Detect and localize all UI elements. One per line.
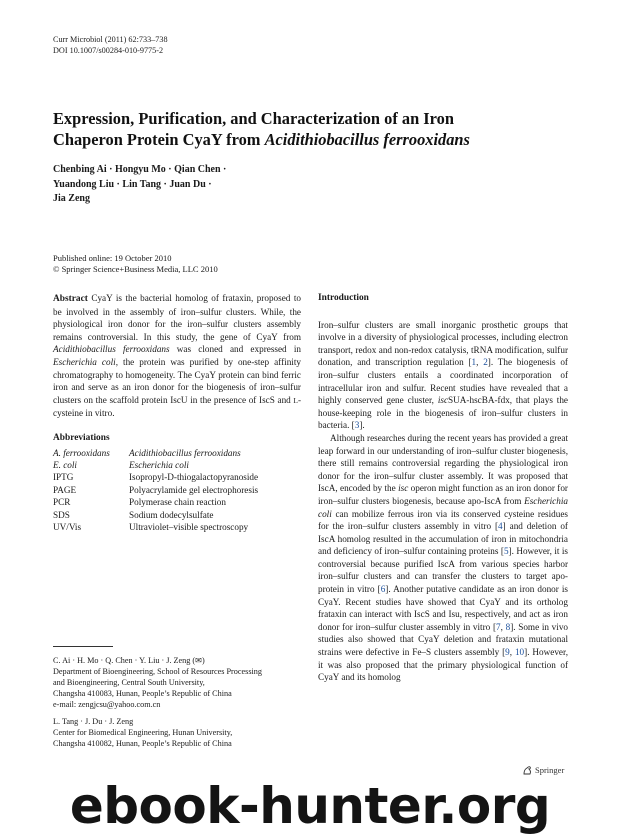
authors-line-1: Chenbing Ai · Hongyu Mo · Qian Chen · bbox=[53, 164, 227, 175]
publication-info bbox=[53, 253, 218, 275]
affiliation-1-line: Department of Bioengineering, School of Resources Processing bbox=[53, 667, 262, 676]
footnote-rule bbox=[53, 646, 113, 647]
abbreviation-value: Acidithiobacillus ferrooxidans bbox=[129, 447, 241, 458]
abbreviation-row bbox=[53, 509, 258, 521]
abbreviation-value: Polymerase chain reaction bbox=[129, 497, 226, 508]
title-italic: Acidithiobacillus ferrooxidans bbox=[264, 130, 470, 149]
intro-italic: isc bbox=[398, 483, 409, 494]
intro-text: Iron–sulfur clusters are small inorganic prosthetic groups that involve in a diversity of physiological processes, including electron transport, redox and non-redox catalysis, tRNA modification, sulfur donation, and transcription regulation [ bbox=[318, 319, 568, 368]
intro-text: ]. The biogenesis of iron–sulfur clusters entails a coordinated incorporation of intracellular iron and sulfur. Recent studies have revealed that a highly conserved gene cluster, bbox=[318, 357, 568, 406]
intro-paragraph-1 bbox=[318, 319, 568, 432]
title-plain: Chaperon Protein CyaY from bbox=[53, 130, 265, 149]
citation-link[interactable]: 1 bbox=[471, 357, 477, 368]
affiliation-2-line: Changsha 410082, Hunan, People’s Republic of China bbox=[53, 739, 232, 748]
intro-paragraph-2 bbox=[318, 432, 568, 684]
citation-link[interactable]: 8 bbox=[505, 621, 511, 632]
doi: DOI 10.1007/s00284-010-9775-2 bbox=[53, 46, 164, 55]
abbreviation-row bbox=[53, 521, 258, 533]
citation-link[interactable]: 7 bbox=[496, 621, 501, 632]
abbreviation-key: UV/Vis bbox=[53, 521, 82, 532]
affiliation-2 bbox=[53, 716, 303, 749]
abbreviation-value: Isopropyl-D-thiogalactopyranoside bbox=[129, 472, 259, 483]
abbreviation-key: PCR bbox=[53, 497, 71, 508]
intro-text: ]. However, it is controversial because purified IscA from various species harbor iron–sulfur clusters and can transfer the clusters to target apo-protein in vitro [ bbox=[318, 546, 568, 595]
abbreviation-key: IPTG bbox=[53, 472, 74, 483]
copyright: © Springer Science+Business Media, LLC 2010 bbox=[53, 264, 218, 274]
intro-text: operon might function as an iron donor for iron–sulfur clusters biogenesis, because apo-IscA from bbox=[318, 483, 568, 506]
intro-text: ]. However, it was also proposed that the primary physiological function of CyaY and its homolog bbox=[318, 647, 568, 683]
abbreviation-value: Sodium dodecylsulfate bbox=[129, 509, 214, 520]
citation-link[interactable]: 10 bbox=[514, 647, 525, 658]
abbreviation-row bbox=[53, 459, 258, 471]
abstract-text: , the protein was purified by one-step affinity chromatography to homogeneity. The CyaY protein can bind ferric iron and serve as an iron donor for the biogenesis of iron–sulfur clusters on the scaffold protein IscU in the presence of IscS and bbox=[53, 356, 301, 405]
intro-italic: Escherichia coli bbox=[318, 495, 568, 519]
title-line-2 bbox=[53, 129, 573, 150]
authors-line-3: Jia Zeng bbox=[53, 193, 90, 204]
affiliation-2-line: Center for Biomedical Engineering, Hunan University, bbox=[53, 728, 233, 737]
intro-text: can mobilize ferrous iron via its conserved cysteine residues for the iron–sulfur clusters assembly in vitro [ bbox=[318, 508, 568, 532]
intro-text: SUA-hscBA-fdx, that plays the house-keeping role in the biogenesis of iron–sulfur clusters in bacteria. [ bbox=[318, 395, 568, 431]
abstract bbox=[53, 292, 301, 420]
intro-text: , bbox=[500, 621, 506, 632]
abbreviation-key: PAGE bbox=[53, 484, 77, 495]
abbreviation-row bbox=[53, 471, 258, 483]
abbreviation-row bbox=[53, 447, 258, 459]
abstract-italic: Acidithiobacillus ferrooxidans bbox=[53, 344, 170, 355]
affiliation-1-names: C. Ai · H. Mo · Q. Chen · Y. Liu · J. Zeng (✉) bbox=[53, 656, 205, 665]
abbreviation-value: Escherichia coli bbox=[129, 459, 189, 470]
abstract-heading: Abstract bbox=[53, 294, 88, 304]
title-line-1: Expression, Purification, and Characterization of an Iron bbox=[53, 109, 454, 128]
springer-logo bbox=[522, 765, 564, 776]
intro-text: ]. Some in vivo studies also showed that CyaY deletion and frataxin mutational strains were defective in Fe–S clusters assembly [ bbox=[318, 621, 569, 658]
affiliation-1-line: and Bioengineering, Central South University, bbox=[53, 678, 205, 687]
right-column bbox=[318, 292, 568, 684]
abbreviation-row bbox=[53, 484, 258, 496]
abbreviation-value: Polyacrylamide gel electrophoresis bbox=[129, 484, 259, 495]
journal-citation: Curr Microbiol (2011) 62:733–738 bbox=[53, 35, 168, 44]
springer-horse-icon bbox=[522, 765, 533, 776]
intro-text: , bbox=[509, 647, 515, 658]
watermark: ebook-hunter.org bbox=[69, 777, 551, 835]
abstract-smallcaps: L bbox=[293, 395, 298, 405]
abbreviations-heading: Abbreviations bbox=[53, 432, 110, 443]
authors-line-2: Yuandong Liu · Lin Tang · Juan Du · bbox=[53, 178, 212, 190]
citation-link[interactable]: 2 bbox=[483, 357, 488, 368]
affiliation-1 bbox=[53, 655, 303, 710]
abbreviation-row bbox=[53, 496, 258, 508]
introduction-heading: Introduction bbox=[318, 293, 369, 303]
published-date: Published online: 19 October 2010 bbox=[53, 253, 172, 263]
abbreviation-key: SDS bbox=[53, 509, 70, 520]
affiliation-1-email[interactable]: e-mail: zengjcsu@yahoo.com.cn bbox=[53, 700, 161, 709]
intro-text: ] and deletion of IscA homolog resulted in the accumulation of iron in mitochondria and deficiency of iron–sulfur containing proteins [ bbox=[318, 521, 568, 557]
abbreviation-key: E. coli bbox=[53, 459, 77, 470]
intro-text: ]. bbox=[359, 420, 365, 431]
intro-italic: isc bbox=[437, 395, 449, 406]
article-title bbox=[53, 108, 573, 150]
abbreviation-value: Ultraviolet–visible spectroscopy bbox=[129, 521, 249, 532]
abstract-text: CyaY is the bacterial homolog of frataxin, proposed to be involved in the assembly of iron–sulfur clusters. While, the physiological iron donor for the iron–sulfur clusters assembly remains controversial. In this study, the gene of CyaY from bbox=[53, 293, 301, 342]
abstract-text: was cloned and expressed in bbox=[169, 344, 301, 355]
citation-link[interactable]: 9 bbox=[505, 647, 510, 658]
affiliation-2-names: L. Tang · J. Du · J. Zeng bbox=[53, 717, 134, 726]
author-list bbox=[53, 163, 353, 207]
intro-text: ]. Another putative candidate as an iron donor is CyaY. Recent studies have showed that CyaY and its ortholog frataxin can interact with IscS and Isu, respectively, and act as iron donor for iron–sulfur cluster assembly in vitro [ bbox=[318, 584, 568, 632]
abbreviation-key: A. ferrooxidans bbox=[53, 447, 110, 458]
intro-text: , bbox=[476, 357, 484, 368]
citation-link[interactable]: 5 bbox=[503, 546, 509, 557]
citation-link[interactable]: 3 bbox=[354, 420, 360, 431]
intro-text: Although researches during the recent years has provided a great leap forward in our understanding of iron–sulfur cluster biogenesis, there still remains controversial regarding the physiological iron donor for the iron–sulfur cluster assembly. It was proposed that IscA, encoded by the bbox=[318, 432, 569, 494]
springer-label: Springer bbox=[535, 765, 565, 775]
left-column bbox=[53, 292, 301, 533]
citation-link[interactable]: 6 bbox=[380, 584, 386, 595]
abbreviations-table bbox=[53, 447, 258, 534]
abstract-text: -cysteine in vitro. bbox=[53, 394, 301, 419]
affiliation-1-line: Changsha 410083, Hunan, People’s Republic of China bbox=[53, 689, 232, 698]
citation-link[interactable]: 4 bbox=[498, 521, 503, 532]
abstract-italic: Escherichia coli bbox=[53, 356, 116, 367]
